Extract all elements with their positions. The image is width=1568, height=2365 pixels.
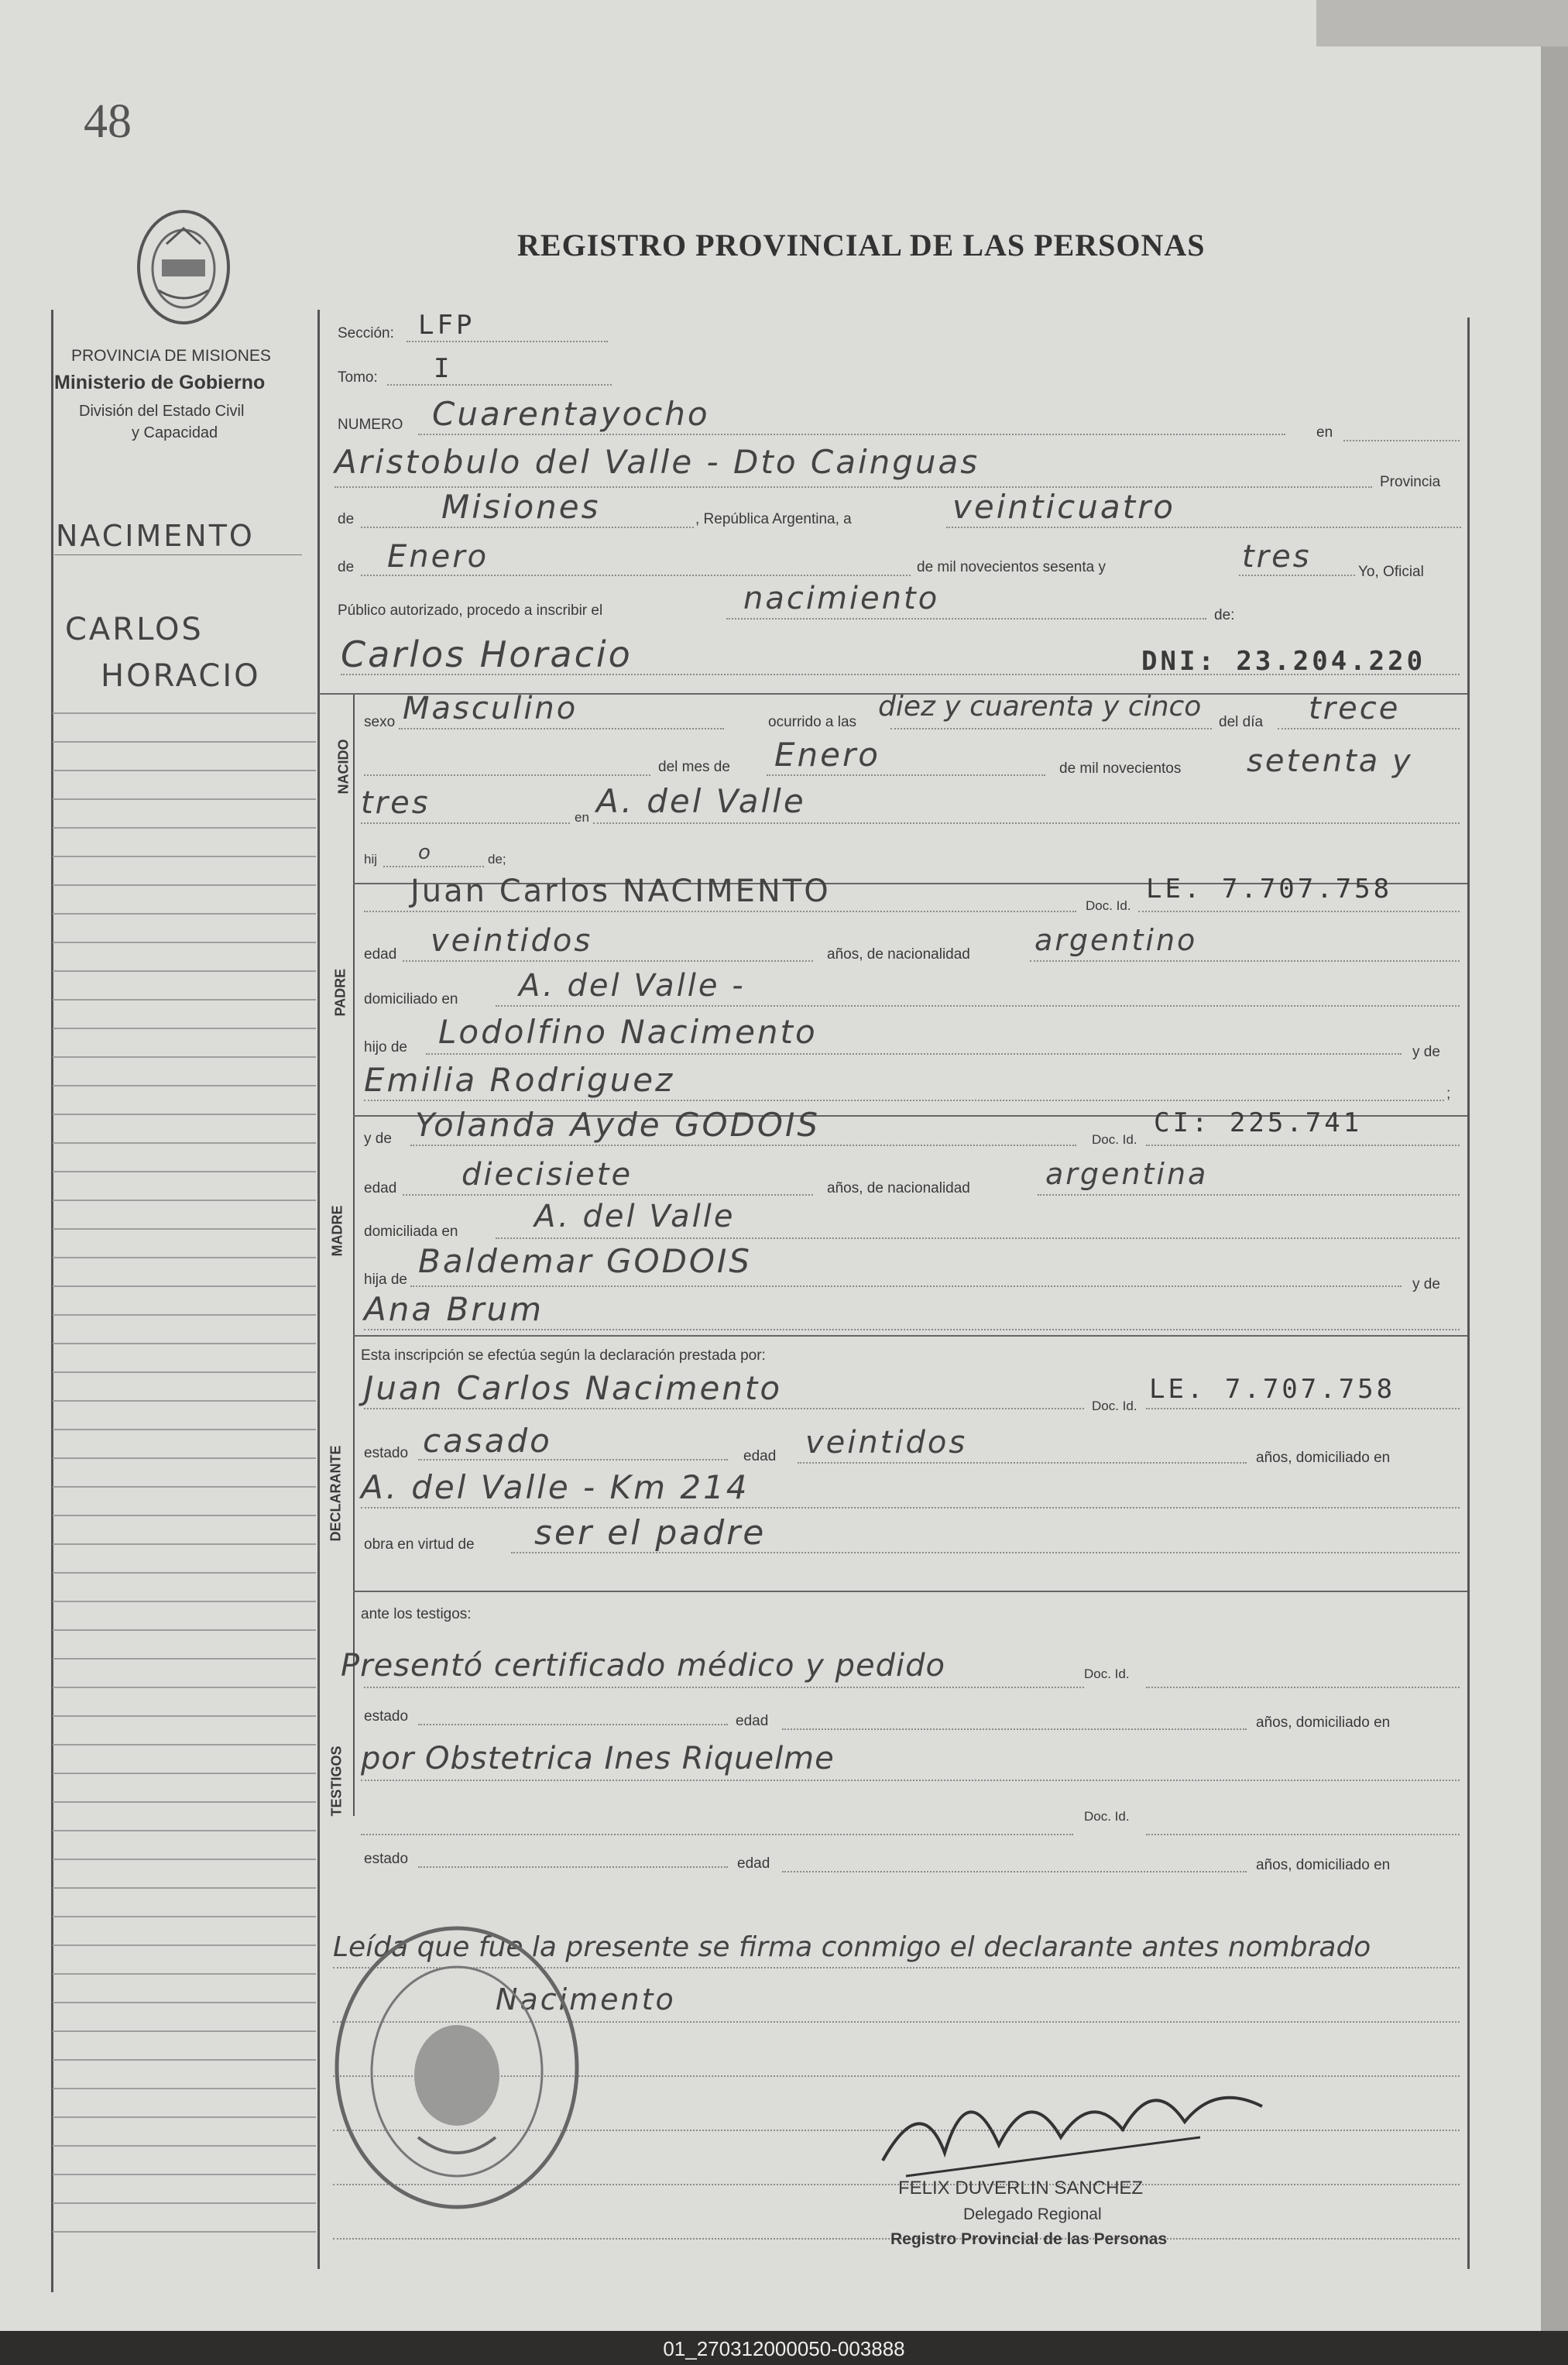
testigos-label: ante los testigos: bbox=[361, 1606, 472, 1622]
madre-edad-label: edad bbox=[364, 1180, 397, 1196]
numero-value: Cuarentayocho bbox=[432, 395, 710, 433]
de-colon-label: de: bbox=[1214, 607, 1235, 623]
agency-line-4: y Capacidad bbox=[132, 424, 218, 441]
padre-madre-value: Emilia Rodriguez bbox=[364, 1061, 675, 1099]
signatory-role: Delegado Regional bbox=[963, 2205, 1102, 2223]
signatory-name: FELIX DUVERLIN SANCHEZ bbox=[898, 2178, 1144, 2199]
dni-value: DNI: 23.204.220 bbox=[1141, 646, 1426, 677]
padre-nac-label: años, de nacionalidad bbox=[827, 946, 970, 963]
tomo-label: Tomo: bbox=[338, 369, 378, 386]
declarante-obra-label: obra en virtud de bbox=[364, 1536, 475, 1553]
declarante-dom-value: A. del Valle - Km 214 bbox=[361, 1468, 750, 1506]
de-label-2: de bbox=[338, 559, 355, 575]
anio-nac-value-1: setenta y bbox=[1247, 743, 1413, 779]
section-padre: PADRE bbox=[332, 968, 348, 1017]
declarante-anos-label: años, domiciliado en bbox=[1256, 1450, 1391, 1466]
tomo-value: I bbox=[434, 353, 453, 384]
declarante-estado-label: estado bbox=[364, 1445, 409, 1461]
declarante-edad-label: edad bbox=[743, 1448, 777, 1464]
testigo1-estado-label: estado bbox=[364, 1708, 409, 1725]
padre-nombre-value: Juan Carlos NACIMENTO bbox=[410, 874, 831, 909]
padre-dom-value: A. del Valle - bbox=[519, 968, 746, 1004]
yo-oficial-label: Yo, Oficial bbox=[1358, 564, 1424, 580]
madre-nac-label: años, de nacionalidad bbox=[827, 1180, 970, 1196]
testigo2-estado-label: estado bbox=[364, 1851, 409, 1867]
dia-value: veinticuatro bbox=[952, 488, 1175, 526]
padre-yde-label: y de bbox=[1412, 1044, 1440, 1060]
anio-value: tres bbox=[1242, 539, 1312, 575]
seccion-label: Sección: bbox=[338, 325, 394, 342]
section-declarante: DECLARANTE bbox=[328, 1445, 344, 1542]
del-mes-label: del mes de bbox=[658, 759, 730, 775]
declarante-estado-value: casado bbox=[423, 1422, 552, 1460]
madre-yde-label: y de bbox=[364, 1131, 392, 1147]
declarante-doc-label: Doc. Id. bbox=[1092, 1399, 1137, 1413]
testigo2-edad-label: edad bbox=[737, 1855, 770, 1872]
de-mil-nov-label: de mil novecientos bbox=[1059, 760, 1182, 777]
margin-note-name-1: CARLOS bbox=[65, 612, 204, 647]
signature-scribble bbox=[875, 2060, 1278, 2184]
hij-suffix: o bbox=[418, 841, 433, 864]
madre-yde-label-2: y de bbox=[1412, 1276, 1440, 1292]
padre-doc-value: LE. 7.707.758 bbox=[1146, 874, 1393, 904]
madre-dom-value: A. del Valle bbox=[534, 1199, 736, 1234]
mes-value: Enero bbox=[387, 539, 489, 575]
padre-hijo-label: hijo de bbox=[364, 1039, 407, 1055]
hora-value: diez y cuarenta y cinco bbox=[878, 691, 1202, 723]
seccion-value: LFP bbox=[418, 310, 475, 341]
madre-padre-value: Baldemar GODOIS bbox=[418, 1242, 753, 1280]
closing-note-1: Leída que fue la presente se firma conmigo el declarante antes nombrado bbox=[333, 1931, 1371, 1963]
left-margin-line bbox=[51, 310, 53, 2292]
anio-nac-value-2: tres bbox=[361, 785, 431, 821]
margin-note-underline bbox=[54, 554, 302, 555]
testigo1-doc-label: Doc. Id. bbox=[1084, 1666, 1130, 1681]
del-dia-label: del día bbox=[1219, 714, 1264, 730]
margin-note-type: NACIMENTO bbox=[56, 519, 255, 553]
form-left-border bbox=[317, 310, 320, 2269]
testigo1-edad-label: edad bbox=[736, 1713, 769, 1729]
sexo-label: sexo bbox=[364, 714, 396, 730]
publico-label: Público autorizado, procedo a inscribir el bbox=[338, 602, 603, 619]
coat-of-arms-icon bbox=[128, 205, 240, 329]
madre-nac-value: argentina bbox=[1045, 1157, 1209, 1191]
declarante-doc-value: LE. 7.707.758 bbox=[1149, 1374, 1396, 1405]
madre-madre-value: Ana Brum bbox=[364, 1290, 544, 1328]
madre-nombre-value: Yolanda Ayde GODOIS bbox=[415, 1106, 820, 1144]
padre-edad-label: edad bbox=[364, 946, 397, 963]
nombre-value: Carlos Horacio bbox=[341, 633, 633, 675]
register-title: REGISTRO PROVINCIAL DE LAS PERSONAS bbox=[517, 228, 1206, 263]
padre-dom-label: domiciliado en bbox=[364, 991, 458, 1007]
official-stamp bbox=[325, 1920, 588, 2215]
de-label-1: de bbox=[338, 511, 355, 527]
signatory-org: Registro Provincial de las Personas bbox=[890, 2230, 1168, 2248]
republica-label: , República Argentina, a bbox=[695, 511, 852, 527]
padre-doc-label: Doc. Id. bbox=[1086, 898, 1131, 913]
madre-dom-label: domiciliada en bbox=[364, 1224, 458, 1240]
lugar-value: Aristobulo del Valle - Dto Cainguas bbox=[335, 443, 980, 481]
testigos-line-1: Presentó certificado médico y pedido bbox=[341, 1648, 945, 1684]
declarante-top-rule bbox=[353, 1335, 1467, 1337]
madre-doc-label: Doc. Id. bbox=[1092, 1132, 1137, 1147]
de-mil-label: de mil novecientos sesenta y bbox=[917, 559, 1106, 575]
madre-hija-label: hija de bbox=[364, 1272, 407, 1288]
testigo2-doc-label: Doc. Id. bbox=[1084, 1809, 1130, 1824]
en-label: en bbox=[1316, 424, 1333, 441]
section-testigos: TESTIGOS bbox=[328, 1745, 345, 1817]
padre-padre-value: Lodolfino Nacimento bbox=[438, 1013, 818, 1051]
provincia-label: Provincia bbox=[1380, 474, 1441, 490]
margin-note-name-2: HORACIO bbox=[101, 658, 261, 694]
declarante-obra-value: ser el padre bbox=[534, 1513, 767, 1553]
numero-label: NUMERO bbox=[338, 417, 403, 433]
file-id-bar bbox=[0, 2331, 1568, 2365]
page-edge-right bbox=[1541, 46, 1568, 2331]
section-madre: MADRE bbox=[329, 1205, 345, 1257]
de-semicolon-label: de; bbox=[488, 852, 506, 867]
agency-line-2: Ministerio de Gobierno bbox=[54, 372, 266, 393]
mes-nac-value: Enero bbox=[774, 736, 880, 774]
inscripcion-label: Esta inscripción se efectúa según la declaración prestada por: bbox=[361, 1347, 766, 1364]
agency-line-1: PROVINCIA DE MISIONES bbox=[71, 347, 271, 365]
page-number: 48 bbox=[84, 95, 132, 148]
page-edge-top bbox=[1316, 0, 1568, 46]
declarante-nombre-value: Juan Carlos Nacimento bbox=[364, 1369, 783, 1407]
file-id: 01_270312000050-003888 bbox=[663, 2337, 905, 2360]
section-nacido: NACIDO bbox=[335, 739, 352, 795]
ocurrido-label: ocurrido a las bbox=[768, 714, 857, 730]
lugar-nac-value: A. del Valle bbox=[596, 782, 806, 820]
padre-nac-value: argentino bbox=[1034, 923, 1198, 957]
testigo1-anos-label: años, domiciliado en bbox=[1256, 1715, 1391, 1731]
sexo-value: Masculino bbox=[403, 691, 578, 726]
hij-label: hij bbox=[364, 852, 378, 867]
dia-nac-value: trece bbox=[1309, 691, 1401, 726]
padre-semicolon: ; bbox=[1446, 1086, 1451, 1102]
agency-line-3: División del Estado Civil bbox=[79, 403, 245, 420]
madre-doc-value: CI: 225.741 bbox=[1154, 1107, 1363, 1138]
padre-edad-value: veintidos bbox=[431, 923, 593, 959]
testigos-top-rule bbox=[353, 1591, 1467, 1592]
acto-value: nacimiento bbox=[743, 581, 940, 616]
testigos-line-2: por Obstetrica Ines Riquelme bbox=[361, 1741, 835, 1776]
testigo2-anos-label: años, domiciliado en bbox=[1256, 1857, 1391, 1873]
en-label-2: en bbox=[575, 810, 589, 825]
closing-note-2: Nacimento bbox=[496, 1982, 676, 2017]
declarante-edad-value: veintidos bbox=[805, 1425, 968, 1461]
provincia-value: Misiones bbox=[441, 488, 601, 526]
madre-edad-value: diecisiete bbox=[461, 1157, 633, 1193]
form-right-border bbox=[1467, 318, 1470, 2269]
